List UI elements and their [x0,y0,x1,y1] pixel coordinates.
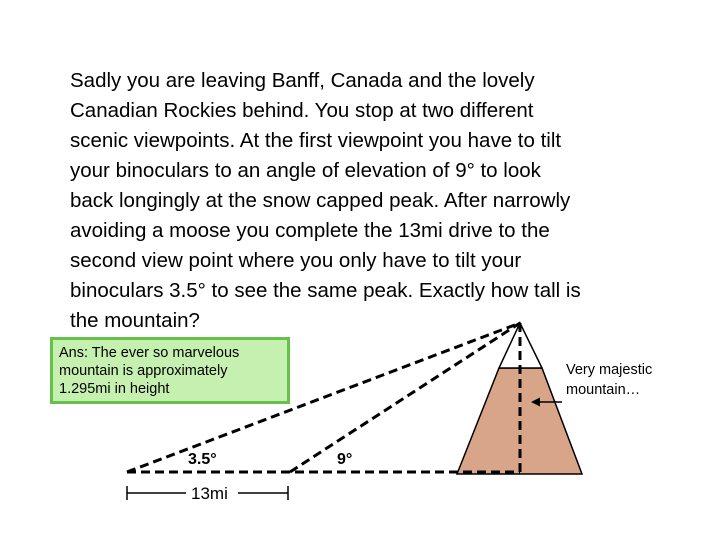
angle-far-label: 3.5° [188,451,217,468]
mountain-label [566,360,652,400]
problem-line: binoculars 3.5° to see the same peak. Exactly how tall is [70,279,581,302]
answer-box [50,337,290,404]
problem-line: back longingly at the snow capped peak. After narrowly [70,189,571,212]
answer-line: Ans: The ever so marvelous [59,345,240,361]
problem-line: Sadly you are leaving Banff, Canada and the lovely [70,69,535,92]
problem-line: the mountain? [70,309,200,332]
mountain-label-line: Very majestic [566,362,653,378]
answer-line: 1.295mi in height [59,381,170,397]
problem-line: your binoculars to an angle of elevation of 9° to look [70,159,541,182]
angle-near-label: 9° [337,451,353,468]
distance-label: 13mi [191,484,228,503]
problem-line: Canadian Rockies behind. You stop at two different [70,99,534,122]
problem-line: scenic viewpoints. At the first viewpoint you have to tilt [70,129,562,152]
problem-line: avoiding a moose you complete the 13mi drive to the [70,219,550,242]
mountain-label-line: mountain… [566,382,641,398]
problem-line: second view point where you only have to tilt your [70,249,522,272]
answer-line: mountain is approximately [59,363,228,379]
